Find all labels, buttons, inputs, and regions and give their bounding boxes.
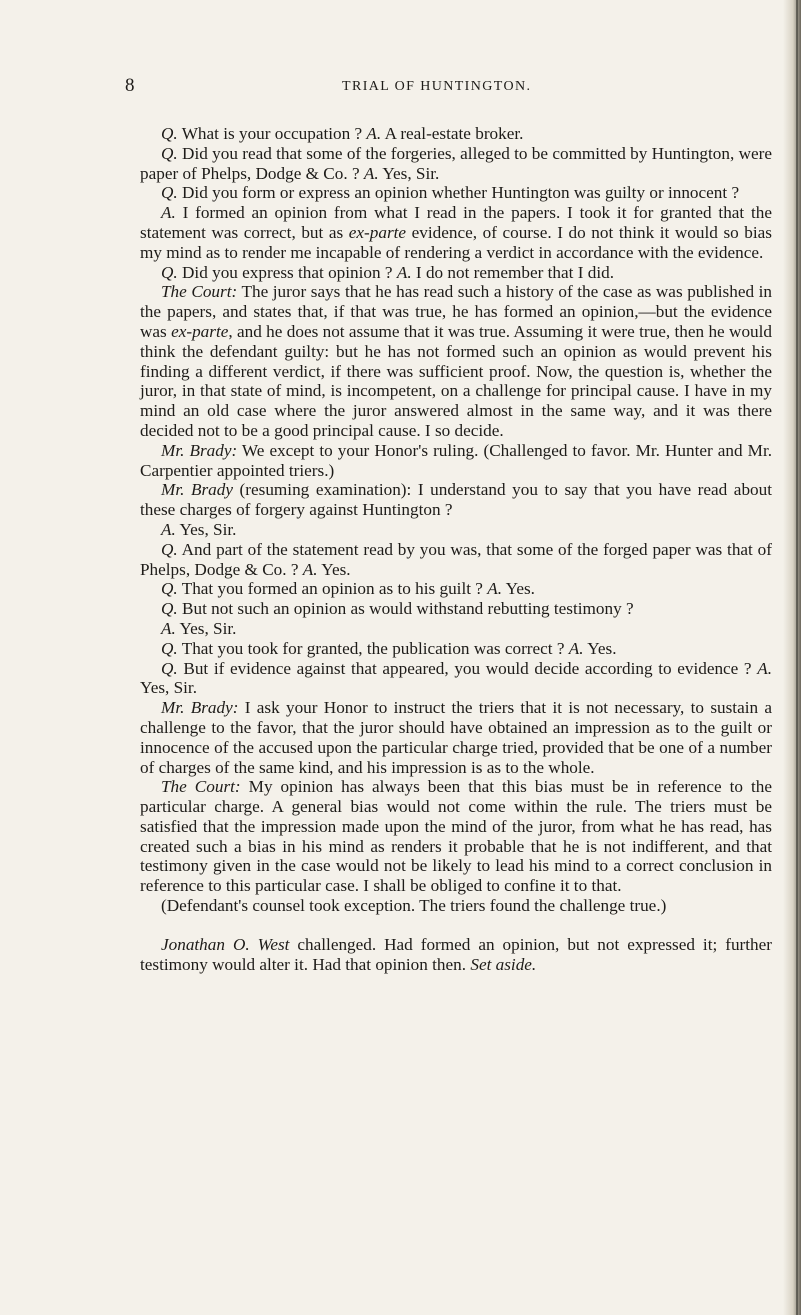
paragraph	[140, 896, 772, 916]
text-run: But if evidence against that appeared, you would decide according to evidence ?	[177, 658, 758, 678]
italic-run: A.	[487, 579, 503, 599]
text-run: Yes, Sir.	[140, 678, 198, 698]
text-run: (resuming examination): I understand you to say that you have read about these charges of forgery against Huntington ?	[140, 480, 772, 520]
italic-run: A.	[396, 262, 412, 282]
text-run: evidence, of course. I do not think it would so bias my mind as to render me incapable of rendering a verdict in accordance with the evidence.	[140, 222, 772, 262]
italic-run: Set aside.	[470, 954, 537, 974]
italic-run: Q.	[161, 579, 178, 599]
paragraph	[140, 935, 772, 975]
text-run: Yes, Sir.	[175, 618, 237, 638]
text-run: And part of the statement read by you was, that some of the forged paper was that of Phelps, Dodge & Co. ?	[140, 539, 772, 579]
text-run: My opinion has always been that this bias must be in reference to the particular charge. A general bias would not come within the rule. The triers must be satisfied that the impression made upon the mind of the juror, from what he has read, has created such a bias in his mind as renders it probable that he is not indifferent, and that testimony given in the case would not be likely to lead his mind to a correct conclusion in reference to this particular case. I shall be obliged to confine it to that.	[140, 777, 772, 896]
text-run: What is your occupation ?	[177, 124, 367, 143]
running-title: TRIAL OF HUNTINGTON.	[342, 79, 532, 94]
italic-run: A.	[363, 163, 379, 183]
paragraph	[140, 540, 772, 580]
text-run: I formed an opinion from what I read in the papers. I took it for granted that the statement was correct, but as	[140, 203, 772, 242]
text-run: But not such an opinion as would withstand rebutting testimony ?	[177, 599, 634, 619]
italic-run: The Court:	[161, 282, 238, 302]
text-run: Yes.	[502, 579, 535, 599]
italic-run: Q.	[161, 539, 178, 559]
italic-run: Q.	[161, 262, 178, 282]
text-run: We except to your Honor's ruling. (Challenged to favor. Mr. Hunter and Mr. Carpentier appointed triers.)	[140, 440, 773, 480]
text-run: That you formed an opinion as to his guilt ?	[177, 579, 488, 599]
paragraph	[140, 480, 772, 520]
italic-run: Q.	[161, 638, 178, 658]
text-run: That you took for granted, the publication was correct ?	[177, 638, 569, 658]
italic-run: ex-parte	[171, 321, 229, 341]
paragraph	[140, 282, 772, 440]
text-run: Yes.	[317, 559, 351, 579]
paragraph	[140, 698, 772, 777]
italic-run: Q.	[161, 658, 178, 678]
text-run: I ask your Honor to instruct the triers that it is not necessary, to sustain a challenge to the favor, that the juror should have obtained an impression as to the guilt or innocence of the accused upon the particular charge tried, provided that be one of a number of charges of the same kind, and his impression is as to the whole.	[140, 698, 772, 777]
text-run: Yes, Sir.	[378, 163, 440, 183]
text-run: Did you express that opinion ?	[177, 262, 397, 282]
paragraph	[140, 599, 772, 619]
italic-run: A.	[161, 203, 176, 223]
text-run: Yes, Sir.	[175, 519, 237, 539]
paragraph	[140, 579, 772, 599]
italic-run: A.	[161, 519, 176, 539]
text-run: , and he does not assume that it was true. Assuming it were true, then he would think the defendant guilty: but he has not formed such an opinion as would prevent his finding a different verdict, if there was sufficient proof. Now, the question is, whether the juror, in that state of mind, is incompetent, on a challenge for principal cause. I have in my mind an old case where the juror answered almost in the same way, and it was there decided not to be a good principal cause. I so decide.	[140, 321, 773, 440]
page-header	[0, 75, 801, 103]
italic-run: Q.	[161, 143, 178, 163]
paragraph	[140, 659, 772, 699]
italic-run: The Court:	[161, 777, 241, 797]
paragraph	[140, 777, 772, 896]
text-run: Yes.	[583, 638, 617, 658]
italic-run: Q.	[161, 124, 178, 143]
paragraph	[140, 263, 772, 283]
italic-run: ex-parte	[348, 222, 407, 242]
page-edge-line	[796, 0, 798, 1315]
paragraph	[140, 441, 772, 481]
paragraph	[140, 203, 772, 262]
paragraph	[140, 619, 772, 639]
paragraph	[140, 639, 772, 659]
paragraph	[140, 520, 772, 540]
text-run: The juror says that he has read such a history of the case as was published in the papers, and states that, if that was true, he has formed an opinion,—but the evidence was	[140, 282, 772, 341]
page-number: 8	[125, 75, 135, 96]
italic-run: Mr. Brady	[161, 480, 233, 500]
italic-run: Mr. Brady:	[161, 440, 238, 460]
italic-run: Q.	[161, 599, 178, 619]
paragraph	[140, 144, 772, 184]
text-run: A real-estate broker.	[381, 124, 524, 143]
text-run: (Defendant's counsel took exception. The triers found the challenge true.)	[161, 896, 667, 916]
text-run: Did you form or express an opinion whether Huntington was guilty or innocent ?	[177, 183, 740, 203]
italic-run: Mr. Brady:	[161, 698, 239, 718]
italic-run: A.	[161, 618, 176, 638]
page-edge-shadow	[783, 0, 801, 1315]
text-run: Did you read that some of the forgeries, alleged to be committed by Huntington, were paper of Phelps, Dodge & Co. ?	[140, 143, 772, 183]
paragraph	[140, 183, 772, 203]
italic-run: Q.	[161, 183, 178, 203]
italic-run: A.	[757, 658, 772, 678]
paragraph	[140, 124, 772, 144]
italic-run: A.	[366, 124, 382, 143]
text-run: I do not remember that I did.	[411, 262, 614, 282]
body-text	[140, 124, 772, 974]
text-run: challenged. Had formed an opinion, but not expressed it; further testimony would alter it. Had that opinion then.	[140, 934, 772, 974]
italic-run: Jonathan O. West	[161, 934, 290, 954]
italic-run: A.	[302, 559, 318, 579]
italic-run: A.	[568, 638, 584, 658]
